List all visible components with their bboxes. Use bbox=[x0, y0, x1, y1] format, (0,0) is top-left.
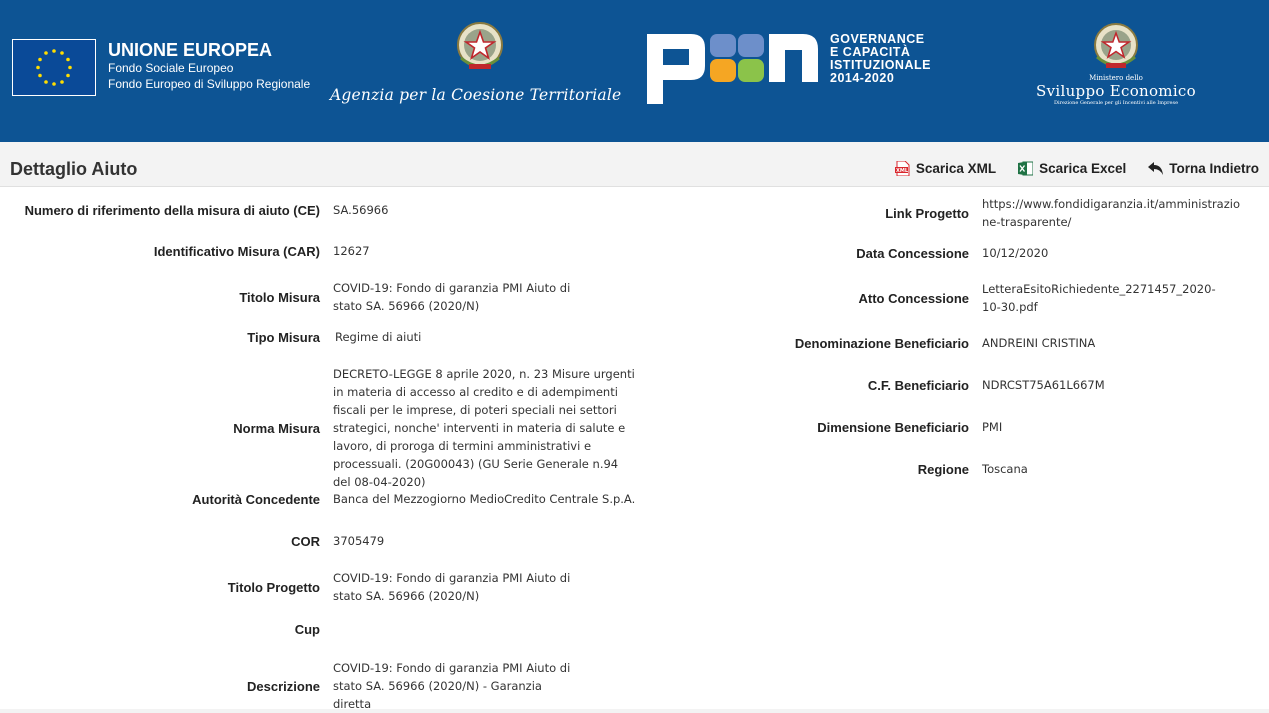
xml-file-icon bbox=[895, 161, 910, 176]
back-button[interactable] bbox=[1148, 161, 1259, 176]
field-label: Titolo Misura bbox=[239, 289, 320, 305]
back-label: Torna Indietro bbox=[1169, 161, 1259, 176]
field-label: Tipo Misura bbox=[247, 329, 320, 345]
action-bar bbox=[895, 161, 1259, 176]
field-granting-authority bbox=[0, 490, 638, 508]
download-excel-button[interactable] bbox=[1018, 161, 1126, 176]
ministry-direction: Direzione Generale per gli Incentivi alle Imprese bbox=[1053, 100, 1179, 106]
svg-text:XML: XML bbox=[895, 168, 908, 174]
project-link[interactable]: https://www.fondidigaranzia.it/amministrazione-trasparente/ bbox=[982, 197, 1240, 229]
header-banner bbox=[0, 0, 1269, 142]
page-title: Dettaglio Aiuto bbox=[10, 159, 138, 179]
field-label: Atto Concessione bbox=[858, 290, 969, 306]
field-beneficiary-name bbox=[0, 334, 1247, 352]
field-label: Denominazione Beneficiario bbox=[794, 335, 969, 351]
italian-republic-emblem-icon bbox=[455, 20, 505, 78]
field-project-link bbox=[0, 195, 1247, 231]
eu-fund-regional: Fondo Europeo di Sviluppo Regionale bbox=[108, 77, 311, 91]
ministry-small: Ministero dello bbox=[1089, 74, 1143, 82]
field-value: DECRETO-LEGGE 8 aprile 2020, n. 23 Misure urgenti in materia di accesso al credito e di adempimenti fiscali per le imprese, di poteri speciali nei settori strategici, nonche' interventi in materia di salute e lavoro, di proroga di termini amministrativi e processuali. (20G00043) (GU Serie Generale n.94 del 08-04-2020) bbox=[333, 367, 635, 489]
back-arrow-icon bbox=[1148, 161, 1163, 176]
field-cor bbox=[0, 532, 638, 550]
field-value: Banca del Mezzogiorno MedioCredito Centrale S.p.A. bbox=[333, 492, 636, 506]
field-label: Numero di riferimento della misura di aiuto (CE) bbox=[24, 202, 320, 218]
ministry-emblem-icon bbox=[1091, 21, 1141, 77]
field-value: NDRCST75A61L667M bbox=[982, 378, 1105, 392]
pon-line-4: 2014-2020 bbox=[830, 71, 895, 85]
download-excel-label: Scarica Excel bbox=[1039, 161, 1127, 176]
eu-flag-icon bbox=[12, 39, 96, 96]
excel-file-icon bbox=[1018, 161, 1033, 176]
field-value: 10/12/2020 bbox=[982, 246, 1049, 260]
pon-title bbox=[830, 33, 931, 85]
field-beneficiary-size bbox=[0, 418, 1247, 436]
field-label: Cup bbox=[294, 622, 320, 637]
field-label: Norma Misura bbox=[233, 420, 320, 436]
field-label: Link Progetto bbox=[885, 205, 969, 221]
field-label: Data Concessione bbox=[856, 245, 969, 261]
agency-name: Agenzia per la Coesione Territoriale bbox=[330, 86, 622, 104]
field-value: COVID-19: Fondo di garanzia PMI Aiuto di stato SA. 56966 (2020/N) bbox=[333, 571, 571, 603]
pon-line-3: ISTITUZIONALE bbox=[830, 58, 931, 72]
field-region bbox=[0, 460, 1247, 478]
title-bar bbox=[0, 142, 1269, 187]
field-beneficiary-tax-code bbox=[0, 376, 1247, 394]
field-label: Titolo Progetto bbox=[227, 579, 320, 595]
pon-logo-icon bbox=[647, 32, 819, 108]
field-value: ANDREINI CRISTINA bbox=[982, 336, 1096, 350]
field-value: PMI bbox=[982, 420, 1003, 434]
field-description bbox=[0, 659, 573, 713]
download-xml-label: Scarica XML bbox=[915, 161, 997, 176]
field-value: 12627 bbox=[333, 244, 370, 258]
ministry-name bbox=[1030, 74, 1202, 107]
field-label: Descrizione bbox=[247, 678, 320, 694]
pon-line-1: GOVERNANCE bbox=[830, 32, 925, 46]
field-label: Regione bbox=[917, 461, 969, 477]
field-label: COR bbox=[291, 533, 320, 549]
detail-panel bbox=[0, 187, 1269, 709]
field-value: LetteraEsitoRichiedente_2271457_2020-10-30.pdf bbox=[982, 282, 1216, 314]
field-label: Identificativo Misura (CAR) bbox=[153, 243, 320, 259]
field-label: Autorità Concedente bbox=[192, 491, 320, 507]
field-value: Toscana bbox=[982, 462, 1028, 476]
field-value: SA.56966 bbox=[333, 203, 389, 217]
field-project-title bbox=[0, 569, 573, 605]
eu-fund-social: Fondo Sociale Europeo bbox=[108, 61, 234, 75]
download-xml-button[interactable] bbox=[895, 161, 996, 176]
field-value: COVID-19: Fondo di garanzia PMI Aiuto di stato SA. 56966 (2020/N) - Garanzia diretta bbox=[333, 661, 571, 711]
field-label: Dimensione Beneficiario bbox=[817, 419, 969, 435]
ministry-big: Sviluppo Economico bbox=[1036, 82, 1196, 100]
field-grant-act bbox=[0, 280, 1222, 316]
field-label: C.F. Beneficiario bbox=[867, 377, 969, 393]
field-value: Regime di aiuti bbox=[335, 330, 422, 344]
field-value: 3705479 bbox=[333, 534, 385, 548]
field-grant-date bbox=[0, 244, 1247, 262]
eu-title: UNIONE EUROPEA bbox=[108, 40, 273, 60]
field-value: COVID-19: Fondo di garanzia PMI Aiuto di stato SA. 56966 (2020/N) bbox=[333, 281, 571, 313]
field-cup bbox=[0, 622, 638, 637]
pon-line-2: E CAPACITÀ bbox=[830, 45, 911, 59]
